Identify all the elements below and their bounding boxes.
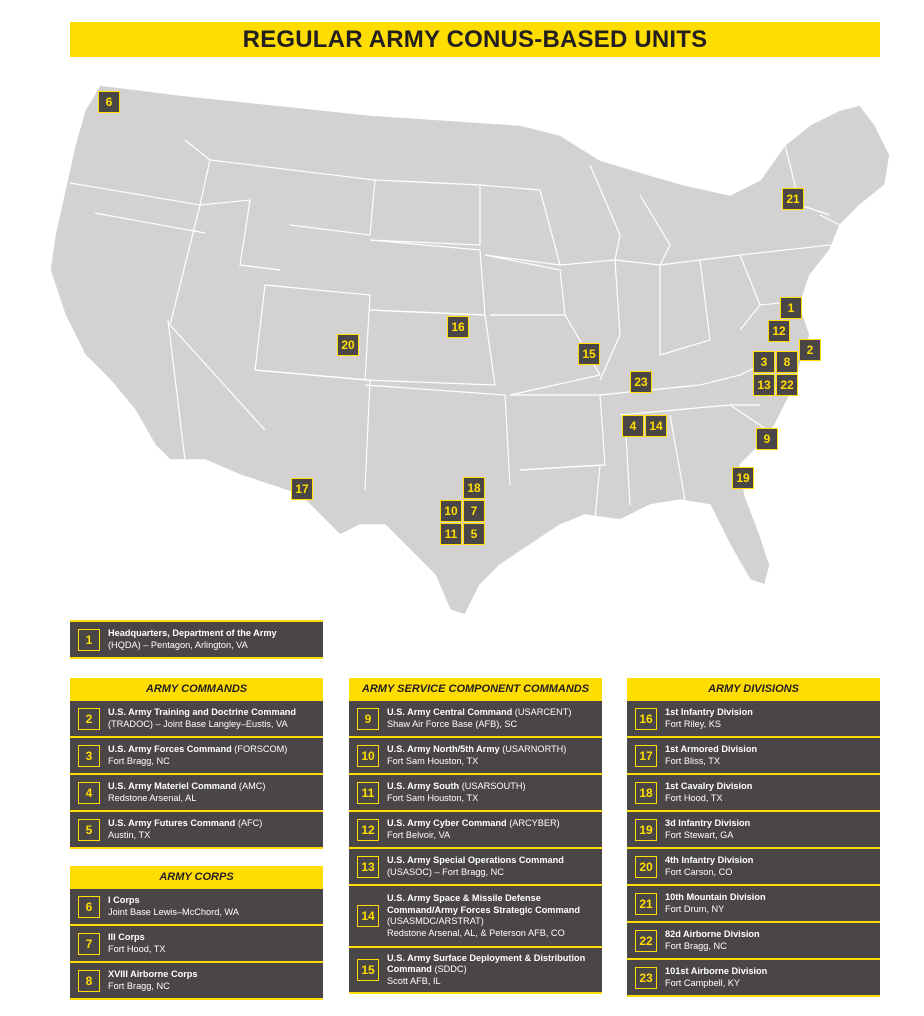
page-title-bar [70, 22, 880, 57]
legend-entry [70, 738, 323, 775]
map-marker-14: 14 [645, 415, 667, 437]
legend-number: 12 [357, 819, 379, 841]
legend-entry [627, 812, 880, 849]
legend-number: 5 [78, 819, 100, 841]
map-marker-22: 22 [776, 374, 798, 396]
unit-abbr: (USARSOUTH) [459, 781, 526, 791]
unit-name: 4th Infantry Division [665, 855, 754, 865]
legend-entry [349, 738, 602, 775]
section-heading: ARMY SERVICE COMPONENT COMMANDS [349, 678, 602, 699]
legend-number: 13 [357, 856, 379, 878]
legend-number: 21 [635, 893, 657, 915]
legend-number: 18 [635, 782, 657, 804]
section-heading: ARMY DIVISIONS [627, 678, 880, 699]
legend-number: 6 [78, 896, 100, 918]
legend-number: 8 [78, 970, 100, 992]
unit-name: U.S. Army Central Command [387, 707, 513, 717]
unit-abbr: (ARCYBER) [506, 818, 560, 828]
unit-detail: Fort Bliss, TX [665, 755, 720, 766]
map-marker-7: 7 [463, 500, 485, 522]
legend-entry [627, 886, 880, 923]
unit-name: 3d Infantry Division [665, 818, 751, 828]
unit-detail: Fort Bragg, NC [108, 980, 170, 991]
legend-entry [349, 948, 602, 994]
map-marker-1: 1 [780, 297, 802, 319]
unit-name: U.S. Army Training and Doctrine Command [108, 707, 297, 717]
legend-number: 4 [78, 782, 100, 804]
unit-name: XVIII Airborne Corps [108, 969, 198, 979]
legend-entry [349, 775, 602, 812]
unit-abbr: (USASMDC/ARSTRAT) [387, 916, 484, 926]
unit-detail: Redstone Arsenal, AL, & Peterson AFB, CO [387, 927, 565, 938]
unit-name: U.S. Army Futures Command [108, 818, 236, 828]
unit-detail: Fort Bragg, NC [108, 755, 170, 766]
map-marker-13: 13 [753, 374, 775, 396]
service-component-section [349, 678, 602, 994]
unit-abbr: (AFC) [235, 818, 263, 828]
map-marker-17: 17 [291, 478, 313, 500]
legend-entry [70, 701, 323, 738]
hqda-section [70, 620, 323, 659]
section-heading: ARMY COMMANDS [70, 678, 323, 699]
legend-number: 9 [357, 708, 379, 730]
section-heading: ARMY CORPS [70, 866, 323, 887]
legend-entry [627, 849, 880, 886]
unit-name: 82d Airborne Division [665, 929, 760, 939]
legend-number: 16 [635, 708, 657, 730]
unit-detail: Austin, TX [108, 829, 151, 840]
unit-abbr: (USARCENT) [512, 707, 572, 717]
army-corps-section [70, 866, 323, 1000]
unit-name: 1st Cavalry Division [665, 781, 753, 791]
unit-detail: Fort Sam Houston, TX [387, 755, 479, 766]
unit-name: I Corps [108, 895, 140, 905]
legend-entry [627, 923, 880, 960]
legend-entry [349, 849, 602, 886]
unit-detail: Fort Sam Houston, TX [387, 792, 479, 803]
map-marker-21: 21 [782, 188, 804, 210]
unit-detail: Fort Campbell, KY [665, 977, 741, 988]
unit-name: III Corps [108, 932, 145, 942]
map-marker-16: 16 [447, 316, 469, 338]
unit-name: U.S. Army North/5th Army [387, 744, 500, 754]
unit-name: 101st Airborne Division [665, 966, 768, 976]
unit-detail: Fort Belvoir, VA [387, 829, 451, 840]
legend-number: 19 [635, 819, 657, 841]
legend-entry [627, 960, 880, 997]
map-marker-9: 9 [756, 428, 778, 450]
unit-detail: (HQDA) – Pentagon, Arlington, VA [108, 639, 248, 650]
map-marker-20: 20 [337, 334, 359, 356]
unit-detail: Fort Drum, NY [665, 903, 725, 914]
unit-name: Headquarters, Department of the Army [108, 628, 277, 638]
legend-number: 22 [635, 930, 657, 952]
unit-detail: Scott AFB, IL [387, 975, 441, 986]
legend-number: 23 [635, 967, 657, 989]
legend-number: 7 [78, 933, 100, 955]
map-marker-12: 12 [768, 320, 790, 342]
legend-number: 11 [357, 782, 379, 804]
map-marker-5: 5 [463, 523, 485, 545]
unit-abbr: (AMC) [236, 781, 266, 791]
unit-name: 1st Armored Division [665, 744, 758, 754]
unit-detail: Shaw Air Force Base (AFB), SC [387, 718, 518, 729]
legend-entry-hqda [70, 622, 323, 659]
map-marker-15: 15 [578, 343, 600, 365]
map-marker-4: 4 [622, 415, 644, 437]
legend-entry [70, 963, 323, 1000]
unit-name: U.S. Army Forces Command [108, 744, 232, 754]
legend-number: 20 [635, 856, 657, 878]
legend-number: 2 [78, 708, 100, 730]
map-marker-18: 18 [463, 477, 485, 499]
unit-abbr: (SDDC) [431, 964, 467, 975]
unit-detail: Fort Stewart, GA [665, 829, 734, 840]
legend-entry [349, 701, 602, 738]
legend-number: 10 [357, 745, 379, 767]
legend-entry [627, 701, 880, 738]
unit-name: U.S. Army Cyber Command [387, 818, 507, 828]
unit-name: U.S. Army South [387, 781, 460, 791]
map-marker-3: 3 [753, 351, 775, 373]
map-marker-19: 19 [732, 467, 754, 489]
unit-name: 1st Infantry Division [665, 707, 753, 717]
legend-entry [70, 926, 323, 963]
page-title: REGULAR ARMY CONUS-BASED UNITS [242, 25, 708, 53]
unit-detail: Fort Hood, TX [665, 792, 723, 803]
legend-number: 3 [78, 745, 100, 767]
map-marker-11: 11 [440, 523, 462, 545]
unit-detail: Fort Riley, KS [665, 718, 721, 729]
unit-abbr: (FORSCOM) [231, 744, 288, 754]
legend-number: 15 [357, 959, 379, 981]
unit-detail: Joint Base Lewis–McChord, WA [108, 906, 239, 917]
unit-name: U.S. Army Special Operations Command [387, 855, 564, 865]
unit-name: 10th Mountain Division [665, 892, 766, 902]
legend-entry [349, 812, 602, 849]
map-marker-23: 23 [630, 371, 652, 393]
unit-detail: Redstone Arsenal, AL [108, 792, 197, 803]
unit-abbr: (USARNORTH) [499, 744, 567, 754]
unit-detail: Fort Bragg, NC [665, 940, 727, 951]
legend-entry [627, 775, 880, 812]
legend-entry [70, 812, 323, 849]
map-marker-2: 2 [799, 339, 821, 361]
army-commands-section [70, 678, 323, 849]
legend-entry [349, 886, 602, 948]
legend-entry [627, 738, 880, 775]
army-divisions-section [627, 678, 880, 997]
legend-number: 17 [635, 745, 657, 767]
legend-number: 14 [357, 905, 379, 927]
legend-number: 1 [78, 629, 100, 651]
unit-detail: Fort Hood, TX [108, 943, 166, 954]
map-marker-6: 6 [98, 91, 120, 113]
unit-name: U.S. Army Surface Deployment & Distribution Command [387, 952, 586, 975]
unit-detail: (TRADOC) – Joint Base Langley–Eustis, VA [108, 718, 288, 729]
unit-detail: Fort Carson, CO [665, 866, 733, 877]
unit-name: U.S. Army Space & Missile Defense Command/Army Forces Strategic Command [387, 893, 580, 915]
map-marker-10: 10 [440, 500, 462, 522]
unit-detail: (USASOC) – Fort Bragg, NC [387, 866, 504, 877]
map-marker-8: 8 [776, 351, 798, 373]
unit-name: U.S. Army Materiel Command [108, 781, 237, 791]
legend-entry [70, 889, 323, 926]
legend-entry [70, 775, 323, 812]
